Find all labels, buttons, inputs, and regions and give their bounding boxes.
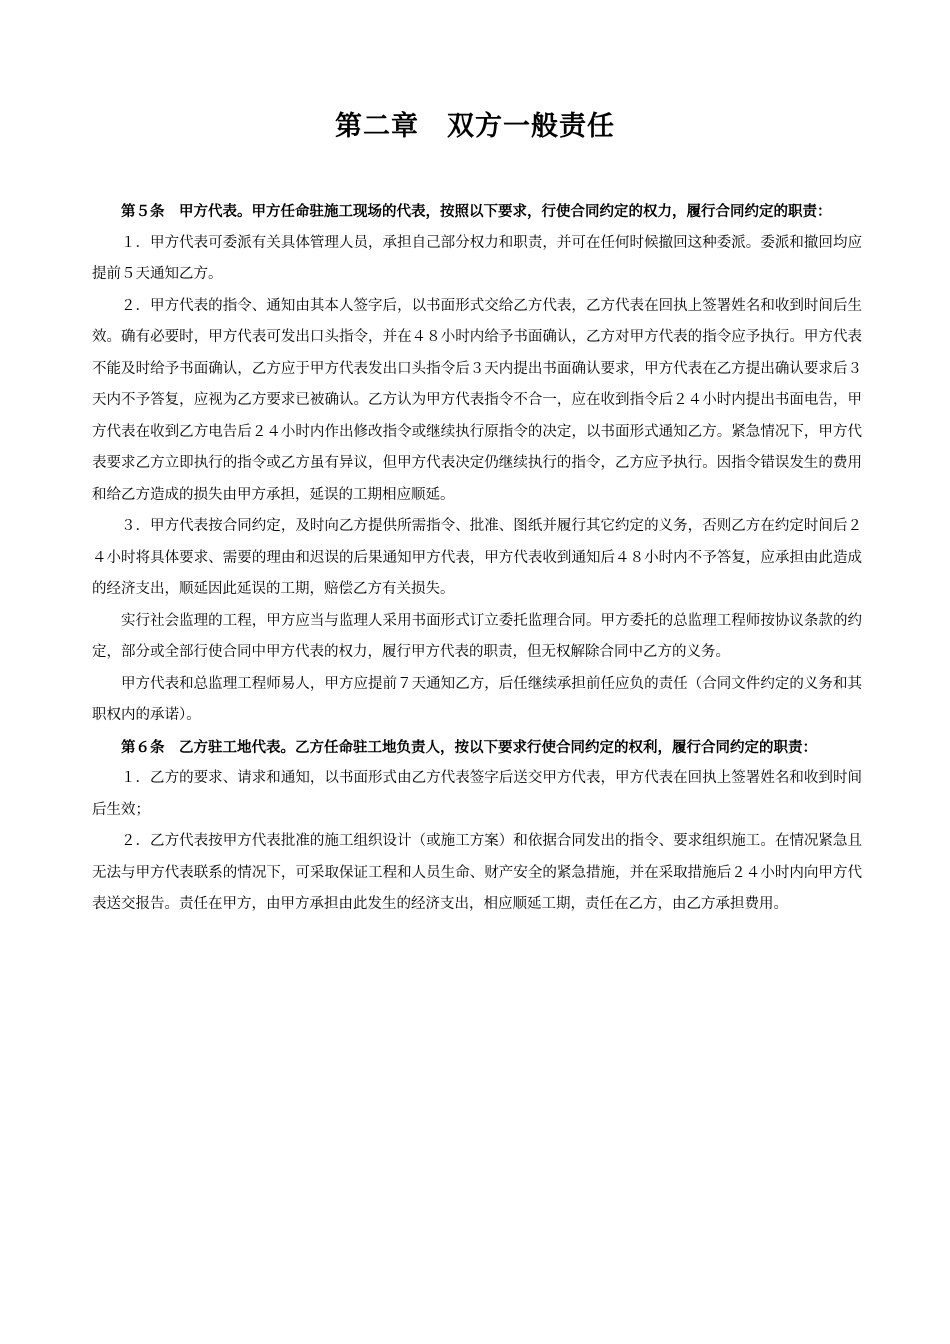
article-5-item-1: １．甲方代表可委派有关具体管理人员，承担自己部分权力和职责，并可在任何时候撤回这种委派。委派和撤回均应提前５天通知乙方。 bbox=[92, 234, 862, 282]
chapter-title: 第二章 双方一般责任 bbox=[335, 111, 615, 142]
article-6-item-1: １．乙方的要求、请求和通知，以书面形式由乙方代表签字后送交甲方代表，甲方代表在回执上签署姓名和收到时间后生效； bbox=[92, 770, 862, 818]
document-body bbox=[92, 196, 862, 921]
supervision-paragraph: 实行社会监理的工程，甲方应当与监理人采用书面形式订立委托监理合同。甲方委托的总监理工程师按协议条款的约定，部分或全部行使合同中甲方代表的权力，履行甲方代表的职责，但无权解除合同中乙方的义务。 bbox=[92, 612, 862, 660]
article-6-heading: 第６条 乙方驻工地代表。乙方任命驻工地负责人，按以下要求行使合同约定的权利，履行合同约定的职责： bbox=[121, 738, 817, 756]
representative-replacement-paragraph: 甲方代表和总监理工程师易人，甲方应提前７天通知乙方，后任继续承担前任应负的责任（合同文件约定的义务和其职权内的承诺）。 bbox=[92, 675, 862, 723]
article-5-item-3: ３．甲方代表按合同约定，及时向乙方提供所需指令、批准、图纸并履行其它约定的义务，否则乙方在约定时间后２４小时将具体要求、需要的理由和迟误的后果通知甲方代表，甲方代表收到通知后４８小时内不予答复，应承担由此造成的经济支出，顺延因此延误的工期，赔偿乙方有关损失。 bbox=[92, 518, 862, 597]
article-5-heading: 第５条 甲方代表。甲方任命驻施工现场的代表，按照以下要求，行使合同约定的权力，履行合同约定的职责： bbox=[121, 203, 832, 220]
article-6-item-2: ２．乙方代表按甲方代表批准的施工组织设计（或施工方案）和依据合同发出的指令、要求组织施工。在情况紧急且无法与甲方代表联系的情况下，可采取保证工程和人员生命、财产安全的紧急措施，并在采取措施后２４小时内向甲方代表送交报告。责任在甲方，由甲方承担由此发生的经济支出，相应顺延工期，责任在乙方，由乙方承担费用。 bbox=[92, 833, 862, 912]
article-5-item-2: ２．甲方代表的指令、通知由其本人签字后，以书面形式交给乙方代表，乙方代表在回执上签署姓名和收到时间后生效。确有必要时，甲方代表可发出口头指令，并在４８小时内给予书面确认，乙方对甲方代表的指令应予执行。甲方代表不能及时给予书面确认，乙方应于甲方代表发出口头指令后３天内提出书面确认要求，甲方代表在乙方提出确认要求后３天内不予答复，应视为乙方要求已被确认。乙方认为甲方代表指令不合一，应在收到指令后２４小时内提出书面电告，甲方代表在收到乙方电告后２４小时内作出修改指令或继续执行原指令的决定，以书面形式通知乙方。紧急情况下，甲方代表要求乙方立即执行的指令或乙方虽有异议，但甲方代表决定仍继续执行的指令，乙方应予执行。因指令错误发生的费用和给乙方造成的损失由甲方承担，延误的工期相应顺延。 bbox=[92, 297, 862, 503]
